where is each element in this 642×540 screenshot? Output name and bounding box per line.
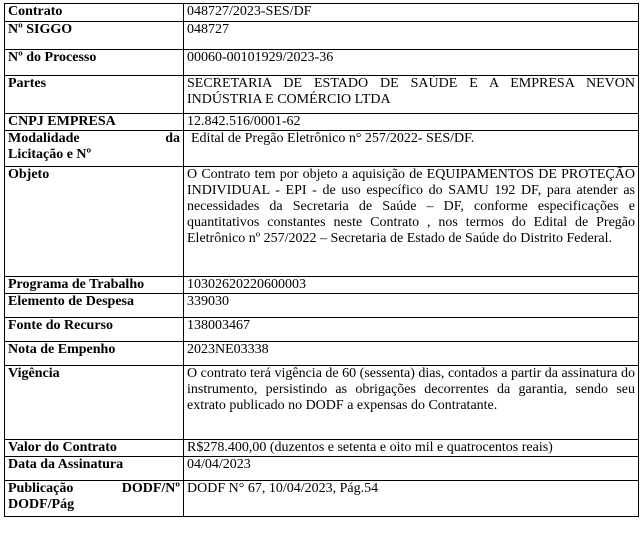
label-publicacao-word1: Publicação: [8, 481, 74, 496]
label-siggo: Nº SIGGO: [5, 22, 184, 50]
row-programa: [5, 277, 639, 294]
row-objeto: [5, 167, 639, 277]
value-empenho: 2023NE03338: [184, 342, 639, 366]
label-publicacao: [5, 481, 184, 517]
row-processo: [5, 50, 639, 76]
contract-summary-table: [4, 3, 639, 517]
value-cnpj: 12.842.516/0001-62: [184, 114, 639, 131]
value-valor: R$278.400,00 (duzentos e setenta e oito mil e quatrocentos reais): [184, 440, 639, 457]
row-elemento: [5, 294, 639, 318]
row-vigencia: [5, 366, 639, 440]
label-modalidade-line2: Licitação e Nº: [8, 147, 92, 162]
value-programa: 10302620220600003: [184, 277, 639, 294]
label-elemento: Elemento de Despesa: [5, 294, 184, 318]
value-siggo: 048727: [184, 22, 639, 50]
value-partes: SECRETARIA DE ESTADO DE SAÚDE E A EMPRESA NEVON INDÚSTRIA E COMÉRCIO LTDA: [184, 76, 639, 114]
label-publicacao-line2: DODF/Pág: [8, 497, 75, 512]
value-modalidade: [184, 131, 639, 167]
row-valor: [5, 440, 639, 457]
value-publicacao: DODF N° 67, 10/04/2023, Pág.54: [184, 481, 639, 517]
label-modalidade-word1: Modalidade: [8, 131, 80, 146]
row-empenho: [5, 342, 639, 366]
label-publicacao-word2: DODF/Nº: [121, 481, 180, 496]
value-modalidade-text: Edital de Pregão Eletrônico n° 257/2022- SES/DF.: [191, 131, 475, 146]
label-contrato: Contrato: [5, 4, 184, 22]
label-modalidade: [5, 131, 184, 167]
label-data-assinatura: Data da Assinatura: [5, 457, 184, 481]
value-elemento: 339030: [184, 294, 639, 318]
label-partes: Partes: [5, 76, 184, 114]
label-fonte: Fonte do Recurso: [5, 318, 184, 342]
row-partes: [5, 76, 639, 114]
label-cnpj: CNPJ EMPRESA: [5, 114, 184, 131]
value-fonte: 138003467: [184, 318, 639, 342]
label-programa: Programa de Trabalho: [5, 277, 184, 294]
label-processo: Nº do Processo: [5, 50, 184, 76]
value-contrato: 048727/2023-SES/DF: [184, 4, 639, 22]
value-objeto: O Contrato tem por objeto a aquisição de EQUIPAMENTOS DE PROTEÇÃO INDIVIDUAL - EPI - de uso específico do SAMU 192 DF, para atender as necessidades da Secretaria de Saúde – DF, conforme especificações e quantitativos constantes neste Contrato , nos termos do Edital de Pregão Eletrônico nº 257/2022 – Secretaria de Estado de Saúde do Distrito Federal.: [184, 167, 639, 277]
value-data-assinatura: 04/04/2023: [184, 457, 639, 481]
row-data-assinatura: [5, 457, 639, 481]
row-siggo: [5, 22, 639, 50]
label-objeto: Objeto: [5, 167, 184, 277]
row-fonte: [5, 318, 639, 342]
label-modalidade-line1: [8, 131, 180, 147]
row-publicacao: [5, 481, 639, 517]
value-vigencia: O contrato terá vigência de 60 (sessenta) dias, contados a partir da assinatura do instrumento, persistindo as obrigações decorrentes da garantia, sendo seu extrato publicado no DODF a expensas do Contratante.: [184, 366, 639, 440]
value-processo: 00060-00101929/2023-36: [184, 50, 639, 76]
row-modalidade: [5, 131, 639, 167]
label-valor: Valor do Contrato: [5, 440, 184, 457]
row-contrato: [5, 4, 639, 22]
row-cnpj: [5, 114, 639, 131]
label-vigencia: Vigência: [5, 366, 184, 440]
label-publicacao-line1: [8, 481, 180, 497]
label-modalidade-word2: da: [165, 131, 180, 146]
label-empenho: Nota de Empenho: [5, 342, 184, 366]
